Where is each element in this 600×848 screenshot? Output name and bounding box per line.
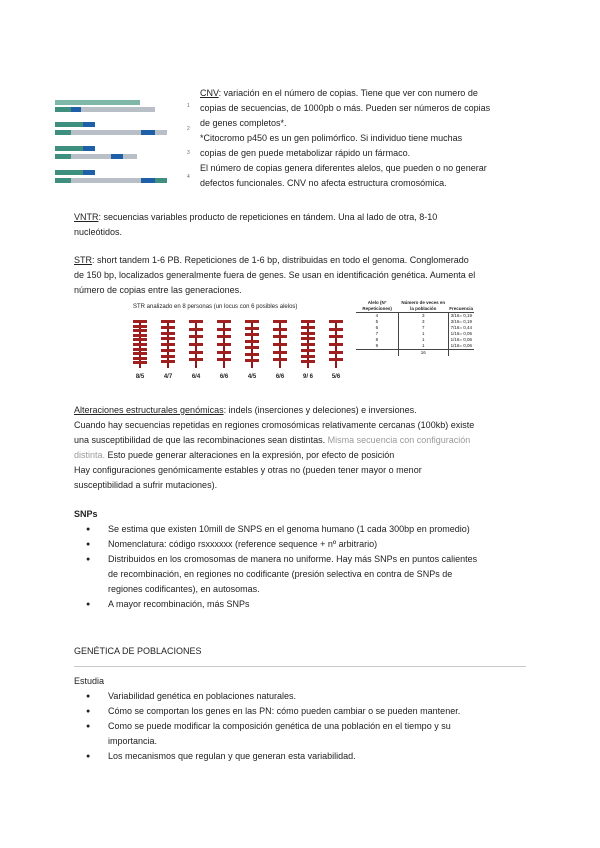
list-item	[108, 689, 526, 704]
str-repeat-mark	[329, 335, 343, 338]
str-repeat-mark	[133, 357, 147, 360]
table-cell: 9	[356, 343, 398, 350]
snps-heading: SNPs	[74, 509, 98, 519]
str-term: STR	[74, 255, 92, 265]
str-paragraph: STR: short tandem 1-6 PB. Repeticiones de 1-6 bp, distribuidas en todo el genoma. Conglomerado de 150 bp, localizados generalmente fuera de genes. Se usan en identificación genética. Aumenta el número de copias entre las generaciones.	[74, 255, 476, 295]
list-item-line: Nomenclatura: código rsxxxxxx (reference sequence + nº arbitrario)	[108, 539, 378, 549]
str-repeat-mark	[189, 335, 203, 338]
list-item	[108, 719, 526, 749]
str-genotype-label: 8/5	[135, 374, 145, 380]
str-repeat-mark	[329, 351, 343, 354]
str-repeat-mark	[329, 328, 343, 331]
cnv-figure-label: 1	[187, 103, 190, 109]
str-repeat-mark	[301, 349, 315, 352]
str-repeat-mark	[301, 355, 315, 358]
list-item	[108, 552, 526, 597]
str-locus	[273, 320, 287, 368]
vntr-paragraph: VNTR: secuencias variables producto de repeticiones en tándem. Una al lado de otra, 8-10 nucleótidos.	[74, 212, 438, 237]
str-genotype-label: 5/6	[331, 374, 341, 380]
table-cell: 7	[398, 325, 448, 331]
str-locus	[329, 320, 343, 368]
str-genotype-label: 6/4	[191, 374, 201, 380]
str-repeat-mark	[133, 343, 147, 346]
alteraciones-paragraph: Alteraciones estructurales genómicas: indels (inserciones y deleciones) e inversiones. Cuando hay secuencias repetidas en regiones cromosómicas relativamente cercanas (100kb) existe una susceptibilidad de que las recombinaciones sean distintas. Misma secuencia con configuración distinta. Esto puede generar alteraciones en la expresión, por efecto de posición Hay configuraciones genómicamente estables y otras no (pueden tener mayor o menor susceptibilidad a sufrir mutaciones).	[74, 405, 475, 490]
str-repeat-mark	[161, 349, 175, 352]
table-cell	[448, 350, 474, 357]
table-cell: 4	[375, 313, 379, 318]
list-item-line: importancia.	[108, 736, 158, 746]
str-repeat-mark	[133, 352, 147, 355]
cnv-bar	[55, 122, 95, 127]
table-header: Frecuencia	[448, 300, 474, 313]
str-repeat-mark	[189, 358, 203, 361]
str-genotype-label: 4/5	[247, 374, 257, 380]
str-repeat-mark	[273, 335, 287, 338]
table-cell: 3/16= 0,19	[450, 313, 473, 318]
str-repeat-mark	[133, 338, 147, 341]
list-item-line: Se estima que existen 10mill de SNPS en el genoma humano (1 cada 300bp en promedio)	[108, 524, 470, 534]
str-repeat-mark	[245, 353, 259, 356]
str-repeat-mark	[133, 320, 147, 323]
str-locus	[189, 320, 203, 368]
list-item	[108, 522, 526, 537]
str-genotype-label: 6/6	[219, 374, 229, 380]
str-repeat-mark	[245, 333, 259, 336]
bullet-icon: ●	[86, 723, 91, 730]
bullet-icon: ●	[86, 541, 91, 548]
table-cell: 1	[398, 337, 448, 343]
cnv-figure	[55, 98, 195, 188]
str-repeat-mark	[273, 320, 287, 323]
str-figure	[110, 304, 360, 384]
str-repeat-mark	[329, 343, 343, 346]
list-item-line: regiones codificantes), en autosomas.	[108, 584, 260, 594]
cnv-bar	[55, 170, 95, 175]
str-repeat-mark	[301, 320, 315, 323]
str-repeat-mark	[161, 320, 175, 323]
str-repeat-mark	[161, 326, 175, 329]
str-repeat-mark	[189, 320, 203, 323]
str-repeat-mark	[217, 358, 231, 361]
str-repeat-mark	[133, 334, 147, 337]
str-repeat-mark	[217, 351, 231, 354]
str-repeat-mark	[273, 343, 287, 346]
str-genotype-label: 4/7	[163, 374, 173, 380]
table-cell: 1/16= 0,06	[448, 343, 474, 350]
str-repeat-mark	[161, 343, 175, 346]
str-repeat-mark	[161, 337, 175, 340]
str-repeat-mark	[273, 328, 287, 331]
list-item	[108, 597, 526, 612]
cnv-figure-label: 3	[187, 150, 190, 156]
list-item	[108, 537, 526, 552]
str-repeat-mark	[133, 325, 147, 328]
str-repeat-mark	[133, 348, 147, 351]
str-repeat-mark	[301, 326, 315, 329]
str-repeat-mark	[217, 335, 231, 338]
genetica-heading: GENÉTICA DE POBLACIONES	[74, 646, 202, 656]
str-figure-title: STR analizado en 8 personas (un locus con 6 posibles alelos)	[133, 304, 298, 310]
str-repeat-mark	[189, 351, 203, 354]
str-repeat-mark	[245, 340, 259, 343]
str-repeat-mark	[161, 355, 175, 358]
bullet-icon: ●	[86, 753, 91, 760]
str-repeat-mark	[133, 329, 147, 332]
str-repeat-mark	[161, 332, 175, 335]
str-repeat-mark	[301, 332, 315, 335]
list-item-line: Distribuidos en los cromosomas de manera no uniforme. Hay más SNPs en puntos calientes	[108, 554, 478, 564]
bullet-icon: ●	[86, 601, 91, 608]
str-repeat-mark	[189, 343, 203, 346]
bullet-icon: ●	[86, 526, 91, 533]
str-repeat-mark	[301, 360, 315, 363]
str-locus	[301, 320, 315, 368]
str-repeat-mark	[133, 361, 147, 364]
str-repeat-mark	[217, 320, 231, 323]
str-repeat-mark	[273, 358, 287, 361]
table-cell: 3/16= 0,19	[450, 319, 473, 324]
list-item-line: Los mecanismos que regulan y que generan esta variabilidad.	[108, 751, 356, 761]
str-repeat-mark	[245, 346, 259, 349]
cnv-bar	[55, 130, 167, 135]
table-header: Alelo (N° Repeticiones)	[356, 300, 398, 313]
table-cell	[356, 350, 398, 357]
section-divider	[74, 666, 526, 667]
str-locus	[161, 320, 175, 368]
table-cell: 7/16= 0,44	[450, 325, 473, 330]
table-cell: 3	[398, 319, 448, 325]
str-repeat-mark	[273, 351, 287, 354]
str-repeat-mark	[161, 360, 175, 363]
str-repeat-mark	[329, 320, 343, 323]
cnv-bar	[55, 178, 167, 183]
list-item-line: Variabilidad genética en poblaciones naturales.	[108, 691, 296, 701]
vntr-term: VNTR	[74, 212, 99, 222]
list-item-line: Como se puede modificar la composición genética de una población en el tiempo y su	[108, 721, 451, 731]
table-row	[356, 350, 474, 357]
str-repeat-mark	[217, 328, 231, 331]
alteraciones-term: Alteraciones estructurales genómicas	[74, 405, 224, 415]
bullet-icon: ●	[86, 556, 91, 563]
str-repeat-mark	[245, 320, 259, 323]
str-locus	[217, 320, 231, 368]
str-repeat-mark	[301, 343, 315, 346]
cnv-figure-label: 4	[187, 174, 190, 180]
bullet-icon: ●	[86, 708, 91, 715]
genetica-intro: Estudia	[74, 676, 105, 686]
list-item-line: A mayor recombinación, más SNPs	[108, 599, 250, 609]
table-cell: 1	[398, 331, 448, 337]
table-cell: 1/16= 0,06	[450, 337, 473, 342]
str-repeat-mark	[301, 337, 315, 340]
str-repeat-mark	[245, 359, 259, 362]
list-item-line: de recombinación, en regiones no codificante (presión selectiva en contra de SNPs de	[108, 569, 453, 579]
str-locus	[133, 320, 147, 368]
str-genotype-label: 6/6	[275, 374, 285, 380]
str-repeat-mark	[217, 343, 231, 346]
str-locus	[245, 320, 259, 368]
table-cell: 1	[398, 343, 448, 350]
bullet-icon: ●	[86, 693, 91, 700]
table-cell: 1/16= 0,06	[450, 331, 473, 336]
str-repeat-mark	[245, 327, 259, 330]
cnv-term: CNV	[200, 88, 219, 98]
str-repeat-mark	[189, 328, 203, 331]
table-cell: 3	[398, 313, 448, 320]
cnv-paragraph: CNV: variación en el número de copias. Tiene que ver con numero de copias de secuencias, de 1000pb o más. Pueden ser números de copias de genes completos*. *Citocromo p450 es un gen polimórfico. Si individuo tiene muchas copias de gen puede metabolizar rápido un fármaco. El número de copias genera diferentes alelos, que pueden o no generar defectos funcionales. CNV no afecta estructura cromosómica.	[200, 88, 491, 188]
table-cell: 6	[375, 325, 379, 330]
str-genotype-label: 9/ 6	[302, 374, 313, 380]
table-cell: 5	[375, 319, 379, 324]
list-item	[108, 749, 526, 764]
table-cell: 16	[398, 350, 448, 357]
table-header: Número de veces en la población	[398, 300, 448, 313]
cnv-figure-label: 2	[187, 126, 190, 132]
list-item-line: Cómo se comportan los genes en las PN: cómo pueden cambiar o se pueden mantener.	[108, 706, 461, 716]
table-cell: 7	[375, 331, 379, 336]
cnv-bar	[55, 100, 140, 105]
str-repeat-mark	[329, 358, 343, 361]
allele-frequency-table	[356, 300, 474, 356]
cnv-bar	[55, 146, 95, 151]
table-cell: 8	[375, 337, 379, 342]
list-item	[108, 704, 526, 719]
cnv-bar	[55, 107, 155, 112]
cnv-bar	[55, 154, 137, 159]
